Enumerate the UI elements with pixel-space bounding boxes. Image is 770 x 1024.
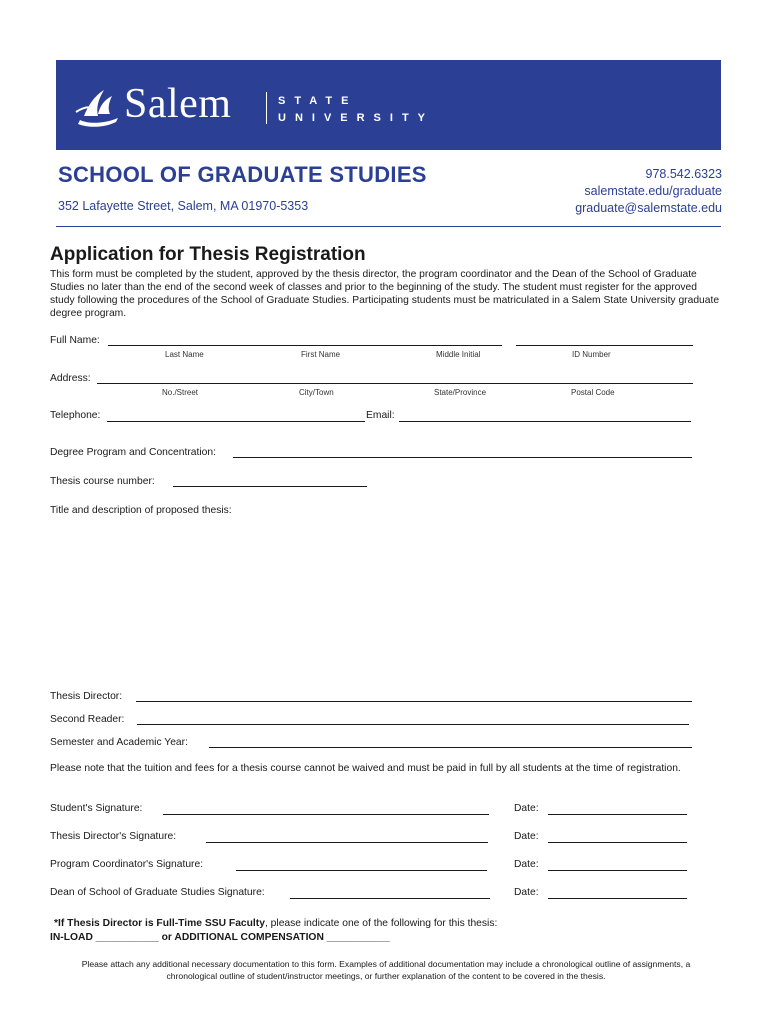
faculty-note-rest: , please indicate one of the following for this thesis: [264,918,498,929]
middle-initial-caption: Middle Initial [436,350,481,359]
id-number-field[interactable] [516,345,693,346]
student-signature-field[interactable] [163,814,489,815]
coordinator-date-field[interactable] [548,870,687,871]
director-date-field[interactable] [548,842,687,843]
student-date-label: Date: [514,803,539,814]
state-caption: State/Province [434,388,487,397]
school-name: SCHOOL OF GRADUATE STUDIES [58,162,427,187]
faculty-note-bold: *If Thesis Director is Full-Time SSU Faculty [54,918,265,929]
telephone-field[interactable] [107,421,365,422]
address-label: Address: [50,373,91,384]
reader-field[interactable] [137,724,689,725]
postal-caption: Postal Code [571,388,615,397]
reader-label: Second Reader: [50,714,125,725]
degree-label: Degree Program and Concentration: [50,447,216,458]
logo-state-text: STATE [278,95,358,107]
semester-field[interactable] [209,747,692,748]
street-caption: No./Street [162,388,199,397]
inload-compensation-line[interactable]: IN-LOAD ___________ or ADDITIONAL COMPENSATION ___________ [50,932,390,943]
dean-signature-field[interactable] [290,898,490,899]
logo-divider [266,92,267,124]
telephone-label: Telephone: [50,410,101,421]
id-number-caption: ID Number [572,350,611,359]
student-signature-label: Student's Signature: [50,803,143,814]
city-caption: City/Town [299,388,334,397]
contact-email[interactable]: graduate@salemstate.edu [575,201,722,215]
first-name-caption: First Name [301,350,341,359]
director-field[interactable] [136,701,692,702]
director-signature-field[interactable] [206,842,488,843]
dean-date-field[interactable] [548,898,687,899]
coordinator-signature-label: Program Coordinator's Signature: [50,859,204,870]
header-divider [56,226,721,227]
full-name-label: Full Name: [50,335,100,346]
thesis-title-label: Title and description of proposed thesis: [50,505,232,516]
thesis-description-area[interactable] [50,520,692,685]
degree-field[interactable] [233,457,692,458]
email-field[interactable] [399,421,691,422]
logo-wordmark: Salem [124,81,232,127]
director-date-label: Date: [514,831,539,842]
school-address: 352 Lafayette Street, Salem, MA 01970-5353 [58,199,309,213]
address-field[interactable] [97,383,693,384]
director-label: Thesis Director: [50,691,123,702]
contact-phone: 978.542.6323 [645,167,722,181]
logo-university-text: UNIVERSITY [278,112,435,124]
faculty-note [54,918,497,929]
semester-label: Semester and Academic Year: [50,737,188,748]
dean-date-label: Date: [514,887,539,898]
attachment-note: Please attach any additional necessary documentation to this form. Examples of additional documentation may include a chronological outline of assignments, a chronological outline of student/instructor meetings, or further explanation of the content to be covered in the thesis. [81,959,691,981]
course-label: Thesis course number: [50,476,155,487]
sailing-ship-icon [74,84,124,130]
email-label: Email: [366,410,395,421]
tuition-note: Please note that the tuition and fees for a thesis course cannot be waived and must be paid in full by all students at the time of registration. [50,763,681,774]
student-date-field[interactable] [548,814,687,815]
contact-website[interactable]: salemstate.edu/graduate [584,184,722,198]
full-name-field[interactable] [108,345,502,346]
director-signature-label: Thesis Director's Signature: [50,831,177,842]
course-field[interactable] [173,486,367,487]
form-title: Application for Thesis Registration [50,244,366,265]
dean-signature-label: Dean of School of Graduate Studies Signature: [50,887,265,898]
form-intro: This form must be completed by the student, approved by the thesis director, the program coordinator and the Dean of the School of Graduate Studies no later than the end of the second week of classes and prior to the beginning of the study. The student must register for the approved study following the procedures of the School of Graduate Studies. Participating students must be matriculated in a Salem State University graduate degree program. [50,269,720,319]
coordinator-signature-field[interactable] [236,870,487,871]
coordinator-date-label: Date: [514,859,539,870]
last-name-caption: Last Name [165,350,204,359]
